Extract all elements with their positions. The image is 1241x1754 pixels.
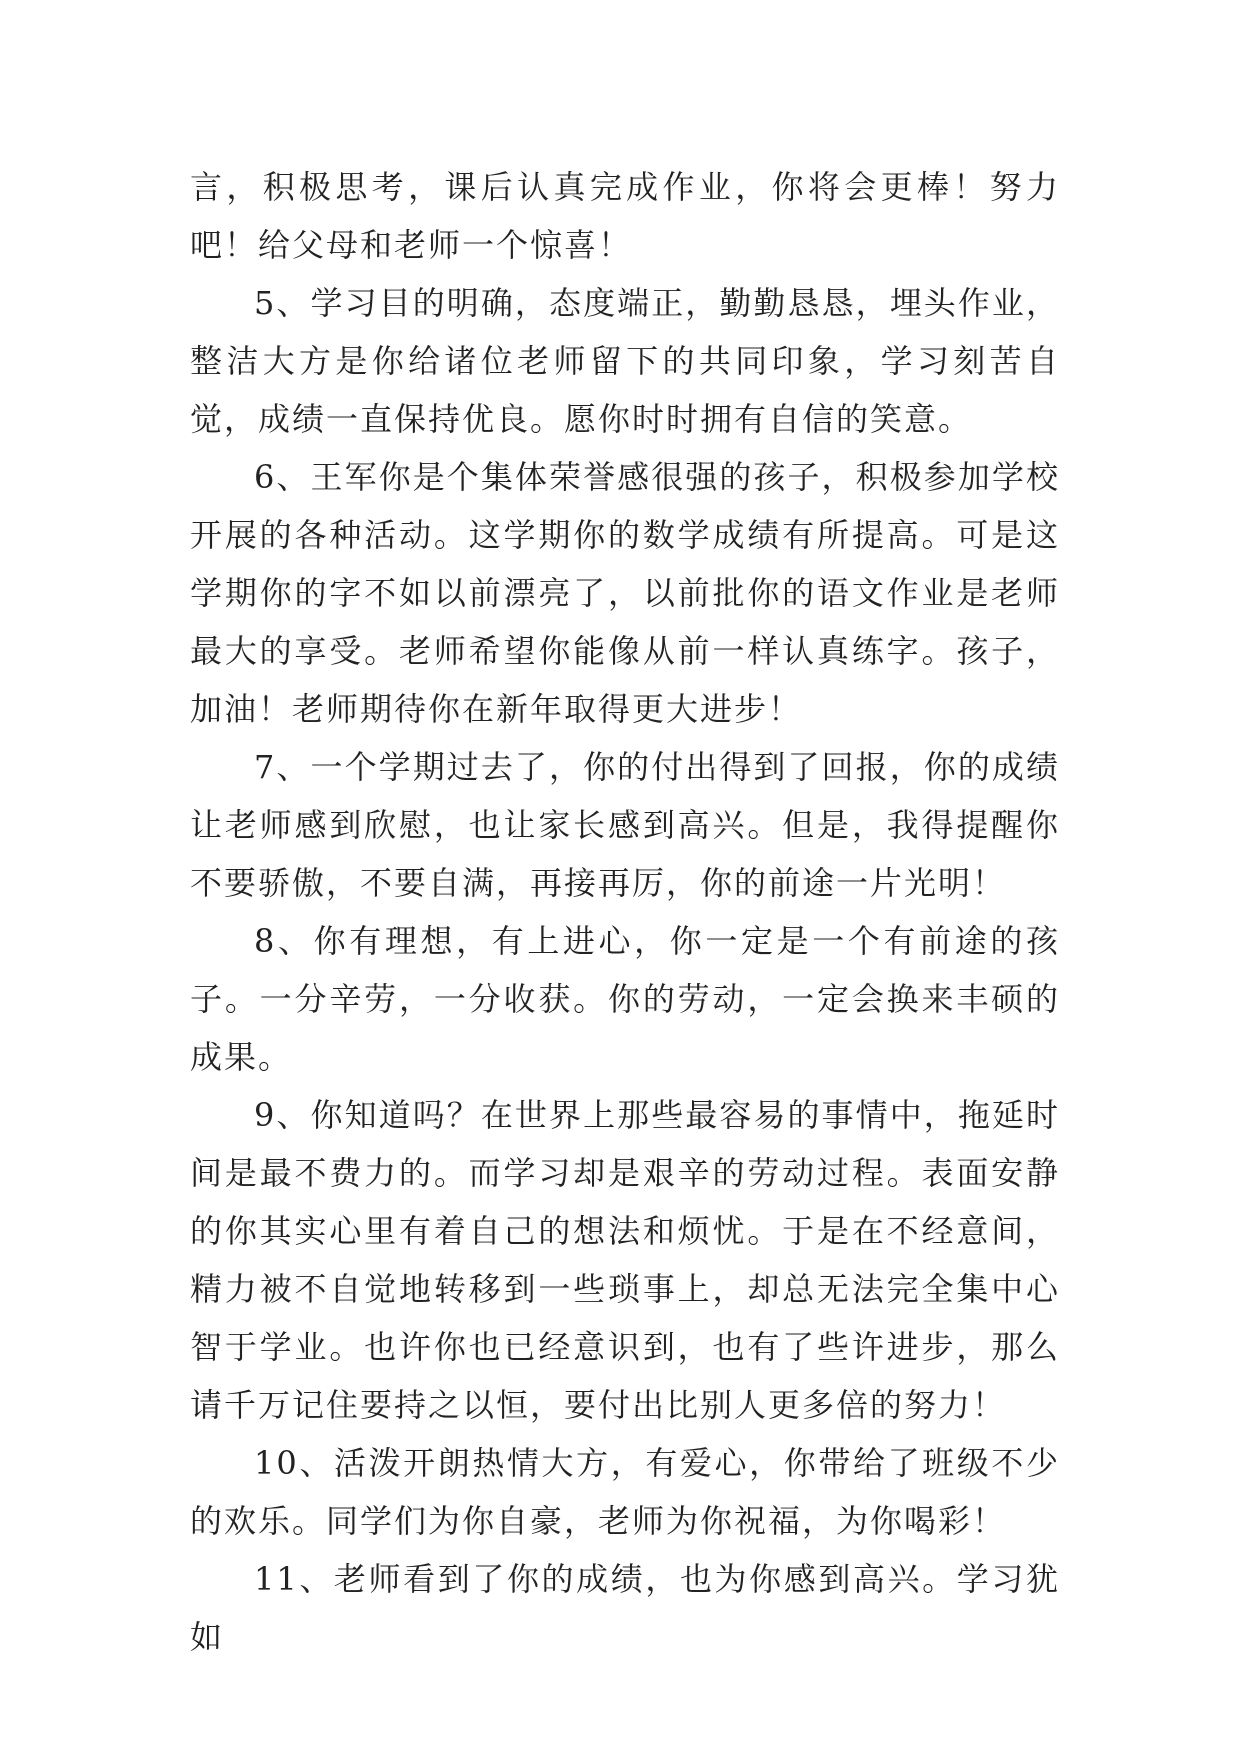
paragraph-item-7: 7、一个学期过去了，你的付出得到了回报，你的成绩让老师感到欣慰，也让家长感到高兴。但是，我得提醒你不要骄傲，不要自满，再接再厉，你的前途一片光明！ bbox=[190, 748, 1060, 902]
paragraph-continued: 言，积极思考，课后认真完成作业，你将会更棒！努力吧！给父母和老师一个惊喜！ bbox=[190, 168, 1060, 264]
paragraph-item-11: 11、老师看到了你的成绩，也为你感到高兴。学习犹如 bbox=[190, 1560, 1060, 1656]
paragraph-item-8: 8、你有理想，有上进心，你一定是一个有前途的孩子。一分辛劳，一分收获。你的劳动，一定会换来丰硕的成果。 bbox=[190, 922, 1060, 1076]
paragraph-item-10: 10、活泼开朗热情大方，有爱心，你带给了班级不少的欢乐。同学们为你自豪，老师为你祝福，为你喝彩！ bbox=[190, 1444, 1060, 1540]
paragraph-item-9: 9、你知道吗？在世界上那些最容易的事情中，拖延时间是最不费力的。而学习却是艰辛的劳动过程。表面安静的你其实心里有着自己的想法和烦忧。于是在不经意间，精力被不自觉地转移到一些琐事上，却总无法完全集中心智于学业。也许你也已经意识到，也有了些许进步，那么请千万记住要持之以恒，要付出比别人更多倍的努力！ bbox=[190, 1096, 1060, 1424]
paragraph-item-6: 6、王军你是个集体荣誉感很强的孩子，积极参加学校开展的各种活动。这学期你的数学成绩有所提高。可是这学期你的字不如以前漂亮了，以前批你的语文作业是老师最大的享受。老师希望你能像从前一样认真练字。孩子，加油！老师期待你在新年取得更大进步！ bbox=[190, 458, 1060, 728]
document-body bbox=[190, 158, 1060, 1666]
paragraph-item-5: 5、学习目的明确，态度端正，勤勤恳恳，埋头作业，整洁大方是你给诸位老师留下的共同印象，学习刻苦自觉，成绩一直保持优良。愿你时时拥有自信的笑意。 bbox=[190, 284, 1060, 438]
